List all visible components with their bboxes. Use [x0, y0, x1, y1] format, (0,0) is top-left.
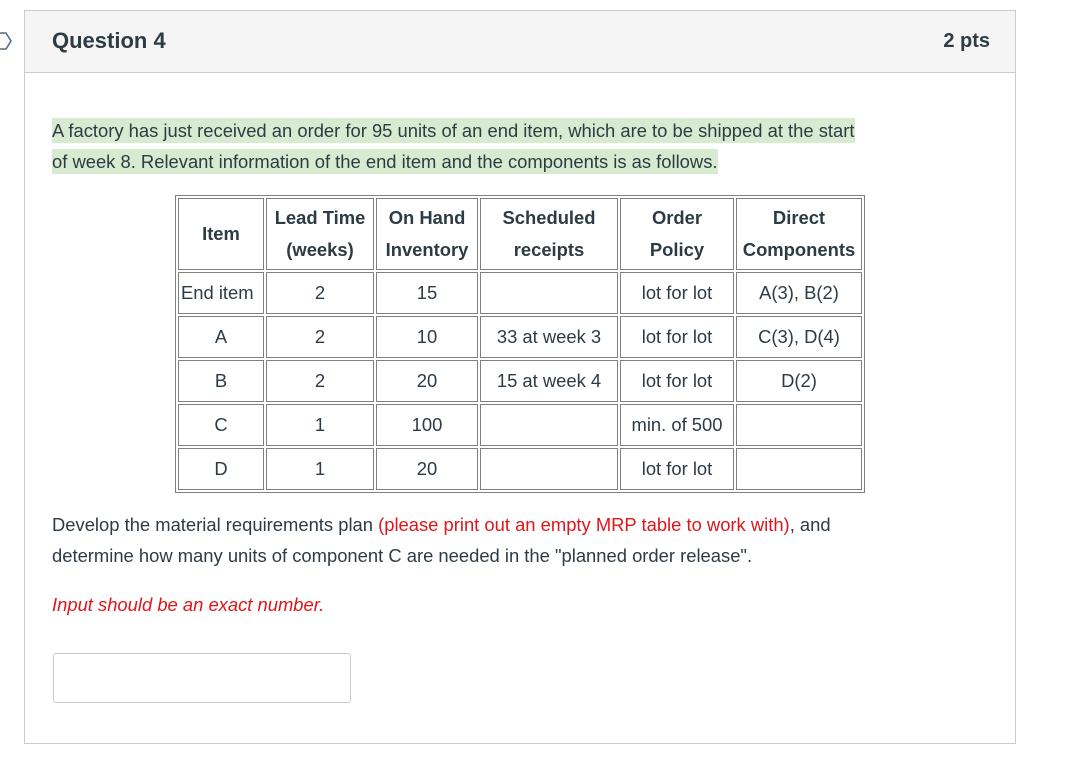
header-scheduled: Scheduled receipts — [480, 198, 618, 270]
cell-item: End item — [178, 272, 264, 314]
cell-lead-time: 2 — [266, 272, 374, 314]
cell-components: C(3), D(4) — [736, 316, 862, 358]
mrp-data-table — [175, 195, 865, 493]
cell-policy: lot for lot — [620, 272, 734, 314]
header-order-policy: Order Policy — [620, 198, 734, 270]
question-intro — [52, 115, 855, 177]
instructions-red-note: (please print out an empty MRP table to work with) — [378, 514, 790, 535]
cell-item: A — [178, 316, 264, 358]
table-row — [178, 316, 862, 358]
cell-on-hand: 10 — [376, 316, 478, 358]
intro-line-1: A factory has just received an order for 95 units of an end item, which are to be shipped at the start — [52, 120, 855, 141]
header-on-hand: On Hand Inventory — [376, 198, 478, 270]
intro-line-2: of week 8. Relevant information of the end item and the components is as follows. — [52, 151, 718, 172]
cell-lead-time: 1 — [266, 448, 374, 490]
cell-policy: lot for lot — [620, 448, 734, 490]
table-row — [178, 272, 862, 314]
cell-on-hand: 100 — [376, 404, 478, 446]
cell-lead-time: 2 — [266, 316, 374, 358]
cell-policy: min. of 500 — [620, 404, 734, 446]
question-flag-icon[interactable] — [0, 30, 12, 52]
table-row — [178, 448, 862, 490]
question-card — [24, 10, 1016, 744]
question-points: 2 pts — [943, 30, 990, 52]
instructions-line-2: determine how many units of component C are needed in the "planned order release". — [52, 545, 753, 566]
question-instructions — [52, 509, 831, 571]
instructions-text-b: , and — [789, 514, 831, 535]
cell-components: D(2) — [736, 360, 862, 402]
header-item: Item — [178, 198, 264, 270]
cell-scheduled: 15 at week 4 — [480, 360, 618, 402]
cell-on-hand: 15 — [376, 272, 478, 314]
cell-policy: lot for lot — [620, 360, 734, 402]
header-lead-time: Lead Time (weeks) — [266, 198, 374, 270]
cell-item: D — [178, 448, 264, 490]
cell-scheduled — [480, 272, 618, 314]
cell-lead-time: 1 — [266, 404, 374, 446]
cell-scheduled: 33 at week 3 — [480, 316, 618, 358]
cell-components: A(3), B(2) — [736, 272, 862, 314]
header-direct-components: Direct Components — [736, 198, 862, 270]
table-row — [178, 404, 862, 446]
cell-components — [736, 404, 862, 446]
cell-lead-time: 2 — [266, 360, 374, 402]
instructions-text-a: Develop the material requirements plan — [52, 514, 379, 535]
cell-on-hand: 20 — [376, 448, 478, 490]
table-row — [178, 360, 862, 402]
input-note: Input should be an exact number. — [52, 594, 325, 615]
question-title: Question 4 — [52, 28, 166, 53]
cell-item: C — [178, 404, 264, 446]
cell-scheduled — [480, 448, 618, 490]
answer-input[interactable] — [53, 653, 351, 703]
cell-item: B — [178, 360, 264, 402]
table-header-row — [178, 198, 862, 270]
cell-policy: lot for lot — [620, 316, 734, 358]
cell-components — [736, 448, 862, 490]
cell-on-hand: 20 — [376, 360, 478, 402]
cell-scheduled — [480, 404, 618, 446]
question-header — [25, 11, 1015, 73]
